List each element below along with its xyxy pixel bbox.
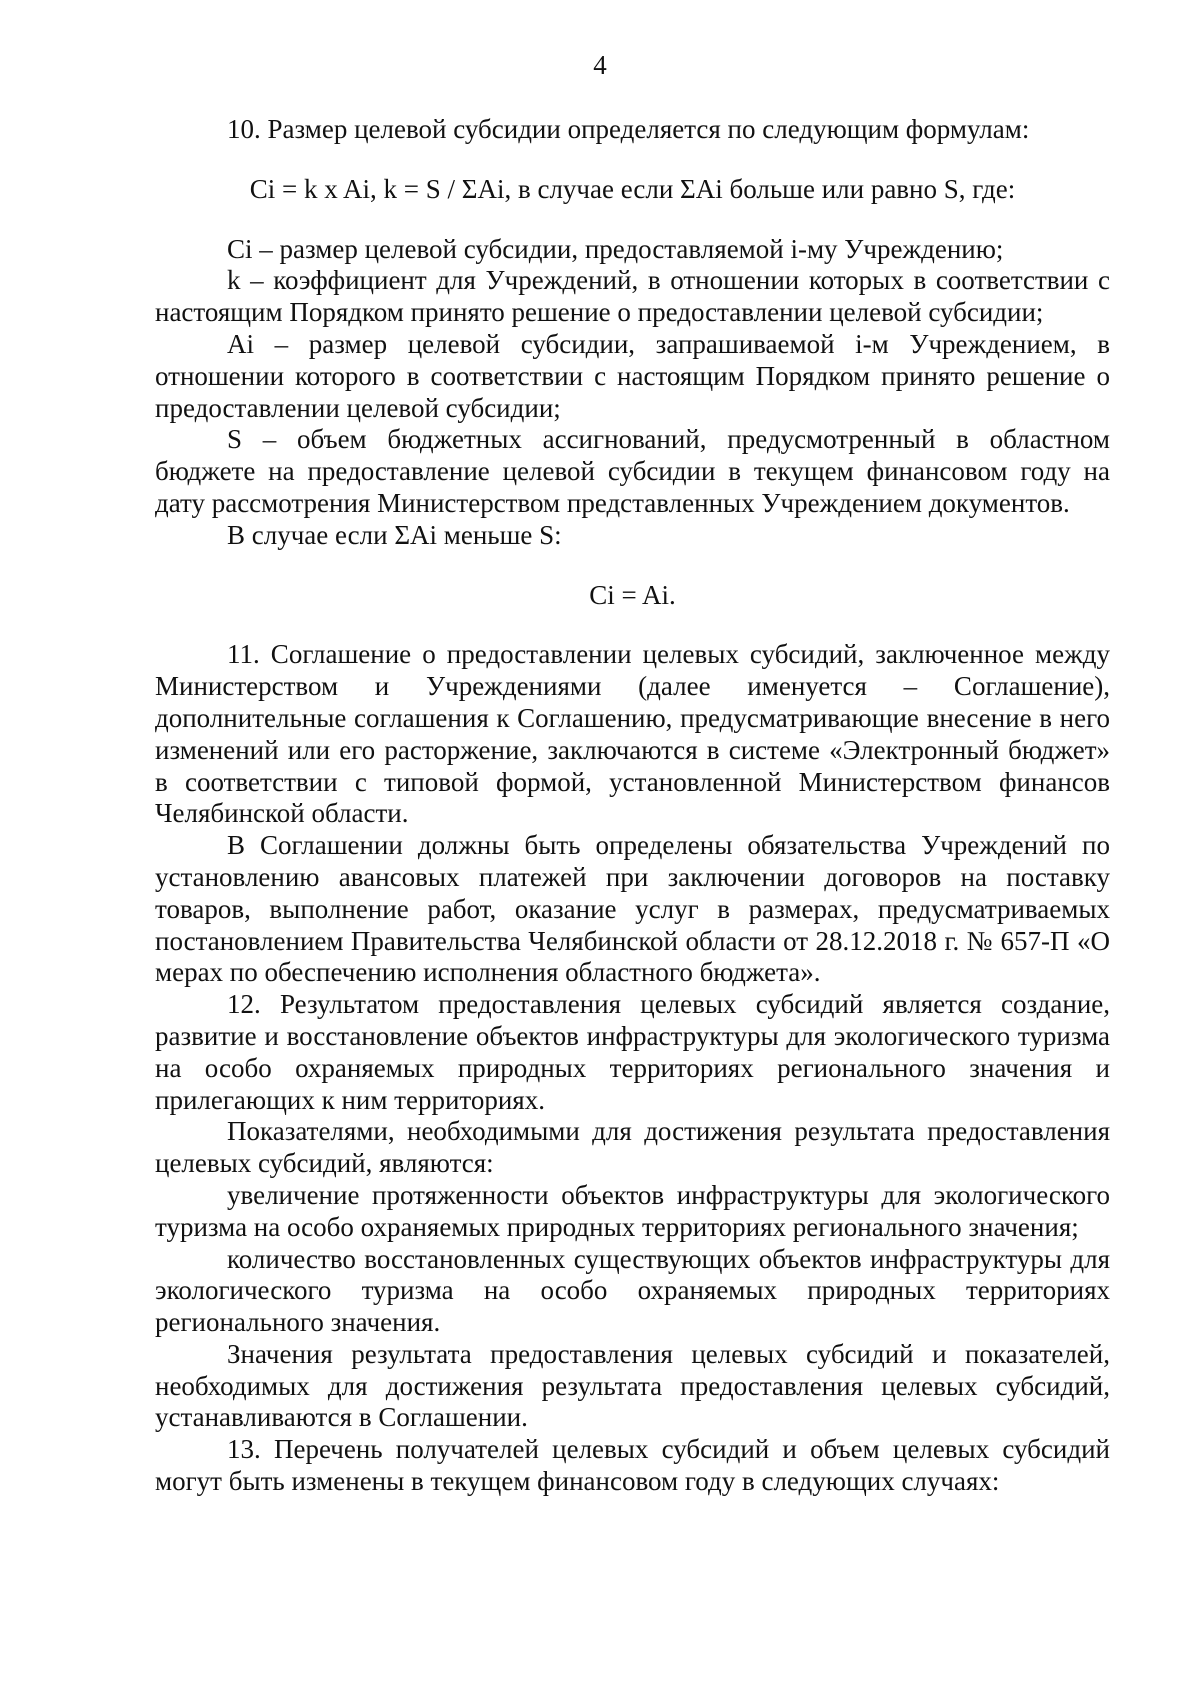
- formula-main: Ci = k x Ai, k = S / ΣAi, в случае если ΣAi больше или равно S, где:: [249, 173, 1016, 204]
- paragraph-12-indicator-1: увеличение протяженности объектов инфраструктуры для экологического туризма на особо охраняемых природных территориях регионального значения;: [155, 1179, 1110, 1242]
- page-number: 4: [593, 50, 607, 80]
- paragraph-12-values: Значения результата предоставления целевых субсидий и показателей, необходимых для достижения результата предоставления целевых субсидий, устанавливаются в Соглашении.: [155, 1338, 1110, 1433]
- paragraph-10-intro: 10. Размер целевой субсидии определяется по следующим формулам:: [227, 114, 1030, 144]
- paragraph-12-indicator-2: количество восстановленных существующих объектов инфраструктуры для экологического туризма на особо охраняемых природных территориях регионального значения.: [155, 1243, 1110, 1338]
- definition-ci: Ci – размер целевой субсидии, предоставляемой i-му Учреждению;: [227, 233, 1004, 264]
- case-sum-less: В случае если ΣAi меньше S:: [227, 519, 562, 550]
- definition-s: S – объем бюджетных ассигнований, предусмотренный в областном бюджете на предоставление целевой субсидии в текущем финансовом году на дату рассмотрения Министерством представленных Учреждением документов.: [155, 424, 1110, 518]
- paragraph-12-indicators: Показателями, необходимыми для достижения результата предоставления целевых субсидий, являются:: [155, 1116, 1110, 1179]
- definition-ai: Ai – размер целевой субсидии, запрашиваемой i-м Учреждением, в отношении которого в соответствии с настоящим Порядком принято решение о предоставлении целевой субсидии;: [155, 328, 1110, 423]
- definition-k: k – коэффициент для Учреждений, в отношении которых в соответствии с настоящим Порядком принято решение о предоставлении целевой субсидии;: [155, 265, 1110, 328]
- paragraph-11: 11. Соглашение о предоставлении целевых субсидий, заключенное между Министерством и Учреждениями (далее именуется – Соглашение), дополнительные соглашения к Соглашению, предусматривающие внесение в него изменений или его расторжение, заключаются в системе «Электронный бюджет» в соответствии с типовой формой, установленной Министерством финансов Челябинской области.: [155, 639, 1110, 829]
- formula-less: Ci = Ai.: [589, 579, 676, 610]
- document-body: [155, 114, 1110, 1498]
- paragraph-11-obligations: В Соглашении должны быть определены обязательства Учреждений по установлению авансовых платежей при заключении договоров на поставку товаров, выполнение работ, оказание услуг в размерах, предусматриваемых постановлением Правительства Челябинской области от 28.12.2018 г. № 657-П «О мерах по обеспечению исполнения областного бюджета».: [155, 830, 1110, 988]
- paragraph-13: 13. Перечень получателей целевых субсидий и объем целевых субсидий могут быть изменены в текущем финансовом году в следующих случаях:: [155, 1434, 1110, 1497]
- paragraph-12: 12. Результатом предоставления целевых субсидий является создание, развитие и восстановление объектов инфраструктуры для экологического туризма на особо охраняемых природных территориях регионального значения и прилегающих к ним территориях.: [155, 989, 1110, 1115]
